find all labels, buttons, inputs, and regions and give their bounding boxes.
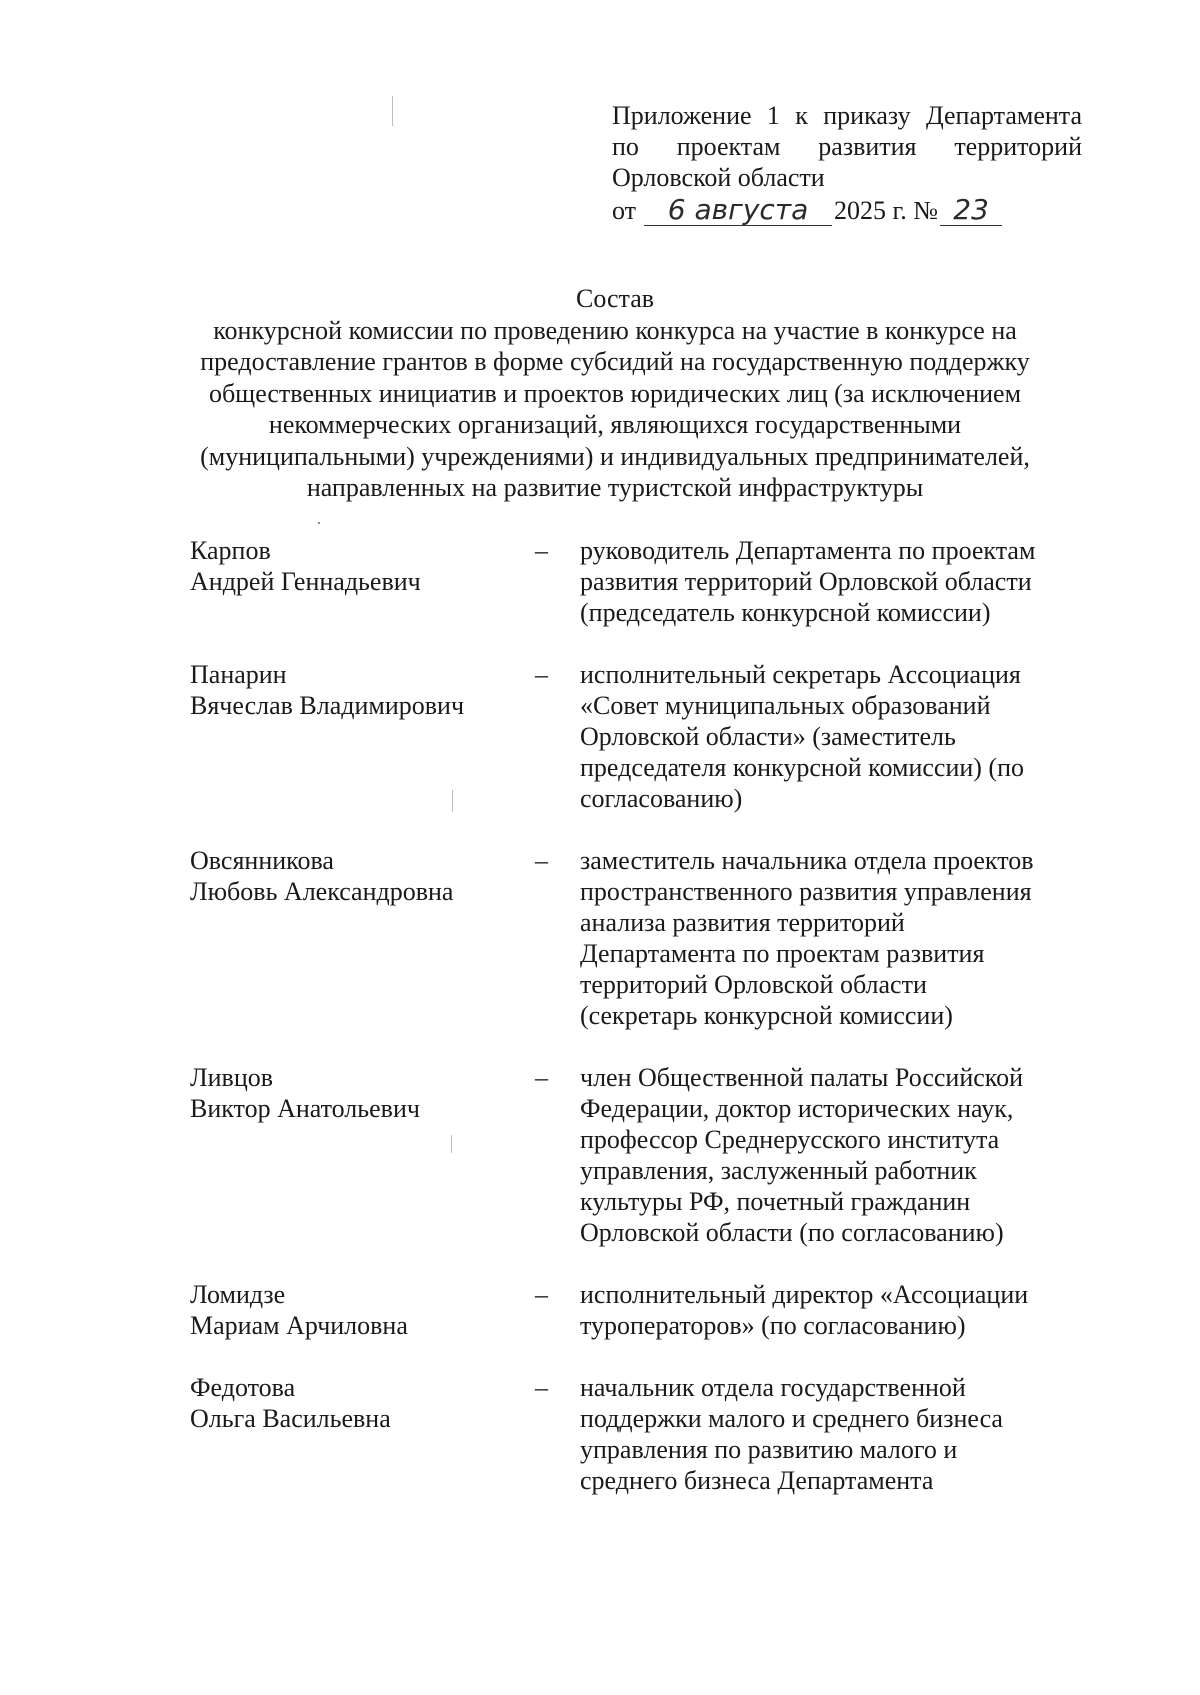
document-title [150, 283, 1080, 504]
member-surname: Ломидзе [190, 1280, 286, 1309]
title-heading: Состав [575, 284, 655, 313]
member-surname: Овсянникова [190, 846, 334, 875]
description-line: «Совет муниципальных образований [580, 691, 991, 720]
description-line: заместитель начальника отдела проектов [580, 846, 1034, 875]
title-line: (муниципальными) учреждениями) и индивидуальных предпринимателей, [200, 441, 1030, 471]
description-line: поддержки малого и среднего бизнеса [580, 1404, 1003, 1433]
description-line: культуры РФ, почетный гражданин [580, 1187, 971, 1216]
member-description [580, 1372, 1090, 1496]
scan-artifact [451, 1135, 452, 1153]
description-line: Федерации, доктор исторических наук, [580, 1094, 1014, 1123]
member-description [580, 535, 1090, 628]
title-line: некоммерческих организаций, являющихся государственными [268, 410, 962, 439]
date-year: 2025 г. № [834, 196, 939, 225]
appendix-line: Орловской области [612, 163, 825, 192]
member-name [190, 1372, 520, 1434]
member-given-name: Ольга Васильевна [190, 1404, 391, 1433]
member-surname: Ливцов [190, 1063, 274, 1092]
description-line: согласованию) [580, 784, 743, 813]
appendix-header [612, 100, 1082, 226]
handwritten-order-number: 23 [940, 195, 1002, 226]
member-description [580, 1279, 1090, 1341]
appendix-line: по проектам развития территорий [612, 132, 1082, 161]
member-description [580, 659, 1090, 814]
description-line: исполнительный секретарь Ассоциация [580, 660, 1021, 689]
member-name [190, 659, 520, 721]
appendix-line: Приложение 1 к приказу Департамента [612, 101, 1082, 130]
description-line: управления, заслуженный работник [580, 1156, 977, 1185]
member-dash: – [535, 1063, 548, 1092]
description-line: исполнительный директор «Ассоциации [580, 1280, 1029, 1309]
description-line: член Общественной палаты Российской [580, 1063, 1024, 1092]
member-dash: – [535, 846, 548, 875]
member-given-name: Виктор Анатольевич [190, 1094, 420, 1123]
description-line: профессор Среднерусского института [580, 1125, 1000, 1154]
description-line: управления по развитию малого и [580, 1435, 958, 1464]
scan-artifact [392, 96, 393, 126]
member-surname: Панарин [190, 660, 287, 689]
member-description [580, 1062, 1090, 1248]
member-given-name: Андрей Геннадьевич [190, 567, 421, 596]
description-line: начальник отдела государственной [580, 1373, 966, 1402]
description-line: председателя конкурсной комиссии) (по [580, 753, 1025, 782]
date-prefix: от [612, 196, 637, 225]
description-line: туроператоров» (по согласованию) [580, 1311, 966, 1340]
member-given-name: Мариам Арчиловна [190, 1311, 408, 1340]
description-line: Департамента по проектам развития [580, 939, 985, 968]
scan-artifact [452, 790, 453, 812]
member-dash: – [535, 1373, 548, 1402]
scan-artifact [318, 522, 320, 524]
description-line: Орловской области» (заместитель [580, 722, 956, 751]
title-line: общественных инициатив и проектов юридических лиц (за исключением [208, 378, 1022, 408]
title-line: конкурсной комиссии по проведению конкурса на участие в конкурсе на [213, 315, 1017, 345]
description-line: территорий Орловской области [580, 970, 927, 999]
member-name [190, 845, 520, 907]
member-dash: – [535, 1280, 548, 1309]
member-dash: – [535, 536, 548, 565]
member-surname: Федотова [190, 1373, 296, 1402]
member-description [580, 845, 1090, 1031]
description-line: анализа развития территорий [580, 908, 905, 937]
description-line: пространственного развития управления [580, 877, 1032, 906]
description-line: (председатель конкурсной комиссии) [580, 598, 991, 627]
handwritten-date: 6 августа [644, 195, 832, 226]
member-given-name: Любовь Александровна [190, 877, 454, 906]
title-line: направленных на развитие туристской инфраструктуры [306, 473, 924, 502]
title-line: предоставление грантов в форме субсидий на государственную поддержку [200, 347, 1030, 376]
member-name [190, 535, 520, 597]
description-line: среднего бизнеса Департамента [580, 1466, 934, 1495]
member-given-name: Вячеслав Владимирович [190, 691, 465, 720]
member-name [190, 1279, 520, 1341]
description-line: Орловской области (по согласованию) [580, 1218, 1004, 1247]
order-date-line [612, 195, 1082, 226]
member-dash: – [535, 660, 548, 689]
description-line: развития территорий Орловской области [580, 567, 1032, 596]
description-line: (секретарь конкурсной комиссии) [580, 1001, 953, 1030]
member-surname: Карпов [190, 536, 271, 565]
description-line: руководитель Департамента по проектам [580, 536, 1036, 565]
member-name [190, 1062, 520, 1124]
